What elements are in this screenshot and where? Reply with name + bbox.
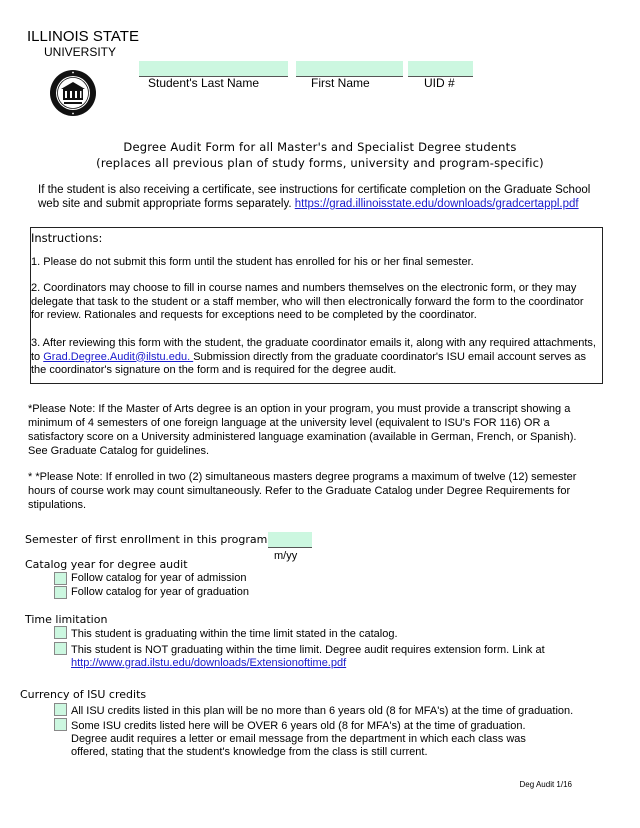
time-within-label: This student is graduating within the time limit stated in the catalog.: [71, 628, 398, 640]
first-name-field[interactable]: [296, 61, 403, 77]
instructions-box: [30, 227, 603, 384]
instructions-title: Instructions:: [31, 231, 103, 245]
time-not-within-text: This student is NOT graduating within the time limit. Degree audit requires extension form. Link at: [71, 644, 545, 656]
page-title-line2: (replaces all previous plan of study forms, university and program-specific): [96, 156, 544, 170]
time-limitation-label: Time limitation: [25, 613, 108, 626]
last-name-field[interactable]: [139, 61, 288, 77]
catalog-admission-checkbox[interactable]: [54, 572, 67, 585]
instruction-item-3: [31, 337, 597, 378]
instruction-item-1: 1. Please do not submit this form until the student has enrolled for his or her final semester.: [31, 256, 474, 268]
university-name-line2: UNIVERSITY: [44, 45, 117, 59]
instruction-item-3-text: 3. After reviewing this form with the student, the graduate coordinator emails it, along with any required attachments, to: [31, 337, 596, 363]
audit-email-link[interactable]: Grad.Degree.Audit@ilstu.edu.: [43, 350, 194, 363]
currency-within-label: All ISU credits listed in this plan will be no more than 6 years old (8 for MFA's) at the time of graduation.: [71, 705, 574, 717]
university-name-line1: ILLINOIS STATE: [27, 28, 139, 45]
instruction-item-3-text-end: Submission directly from the graduate coordinator's ISU email account serves as the coordinator's signature on the form and is required for the degree audit.: [31, 350, 586, 376]
extension-form-link[interactable]: http://www.grad.ilstu.edu/downloads/Extensionoftime.pdf: [71, 657, 347, 669]
page-title: [0, 139, 640, 171]
page-title-line1: Degree Audit Form for all Master's and Specialist Degree students: [123, 140, 517, 154]
time-within-checkbox[interactable]: [54, 626, 67, 639]
first-name-label: First Name: [311, 76, 370, 90]
last-name-label: Student's Last Name: [148, 76, 260, 90]
catalog-admission-label: Follow catalog for year of admission: [71, 572, 247, 584]
simultaneous-degree-note: * *Please Note: If enrolled in two (2) simultaneous masters degree programs a maximum of twelve (12) semester hours of course work may count simultaneously. Refer to the Graduate Catalog under Degree Requirements for stipulations.: [28, 471, 577, 511]
uid-label: UID #: [424, 76, 455, 90]
semester-field[interactable]: [268, 532, 312, 548]
page-footer: Deg Audit 1/16: [519, 780, 572, 789]
catalog-label: Catalog year for degree audit: [25, 558, 188, 571]
currency-over-checkbox[interactable]: [54, 718, 67, 731]
time-not-within-checkbox[interactable]: [54, 642, 67, 655]
catalog-graduation-checkbox[interactable]: [54, 586, 67, 599]
uid-field[interactable]: [408, 61, 473, 77]
currency-label: Currency of ISU credits: [20, 688, 147, 701]
semester-format-hint: m/yy: [274, 550, 298, 562]
instruction-item-2: 2. Coordinators may choose to fill in course names and numbers themselves on the electronic form, or they may delegate that task to the student or a staff member, who will then electronically forward the form to the coordinator for review. Rationales and requests for exceptions need to be completed by the coordinator.: [31, 282, 584, 321]
university-seal-icon: [49, 69, 97, 117]
semester-label: Semester of first enrollment in this program: [25, 533, 268, 546]
language-note: *Please Note: If the Master of Arts degree is an option in your program, you must provide a transcript showing a minimum of 4 semesters of one foreign language at the university level (equivalent to ISU's FOR 116) OR a satisfactory score on a University administered language examination (available in German, French, or Spanish). See Graduate Catalog for guidelines.: [28, 403, 577, 457]
certificate-link[interactable]: https://grad.illinoisstate.edu/downloads/gradcertappl.pdf: [294, 198, 579, 210]
certificate-text: If the student is also receiving a certificate, see instructions for certificate completion on the Graduate School web site and submit appropriate forms separately.: [38, 184, 591, 210]
catalog-graduation-label: Follow catalog for year of graduation: [71, 586, 249, 598]
certificate-note: [38, 183, 598, 211]
currency-over-label: Some ISU credits listed here will be OVER 6 years old (8 for MFA's) at the time of graduation. Degree audit requires a letter or email message from the department in which each class was offered, stating that the student's knowledge from the class is still current.: [71, 720, 526, 758]
time-not-within-label: [71, 644, 591, 670]
currency-within-checkbox[interactable]: [54, 703, 67, 716]
